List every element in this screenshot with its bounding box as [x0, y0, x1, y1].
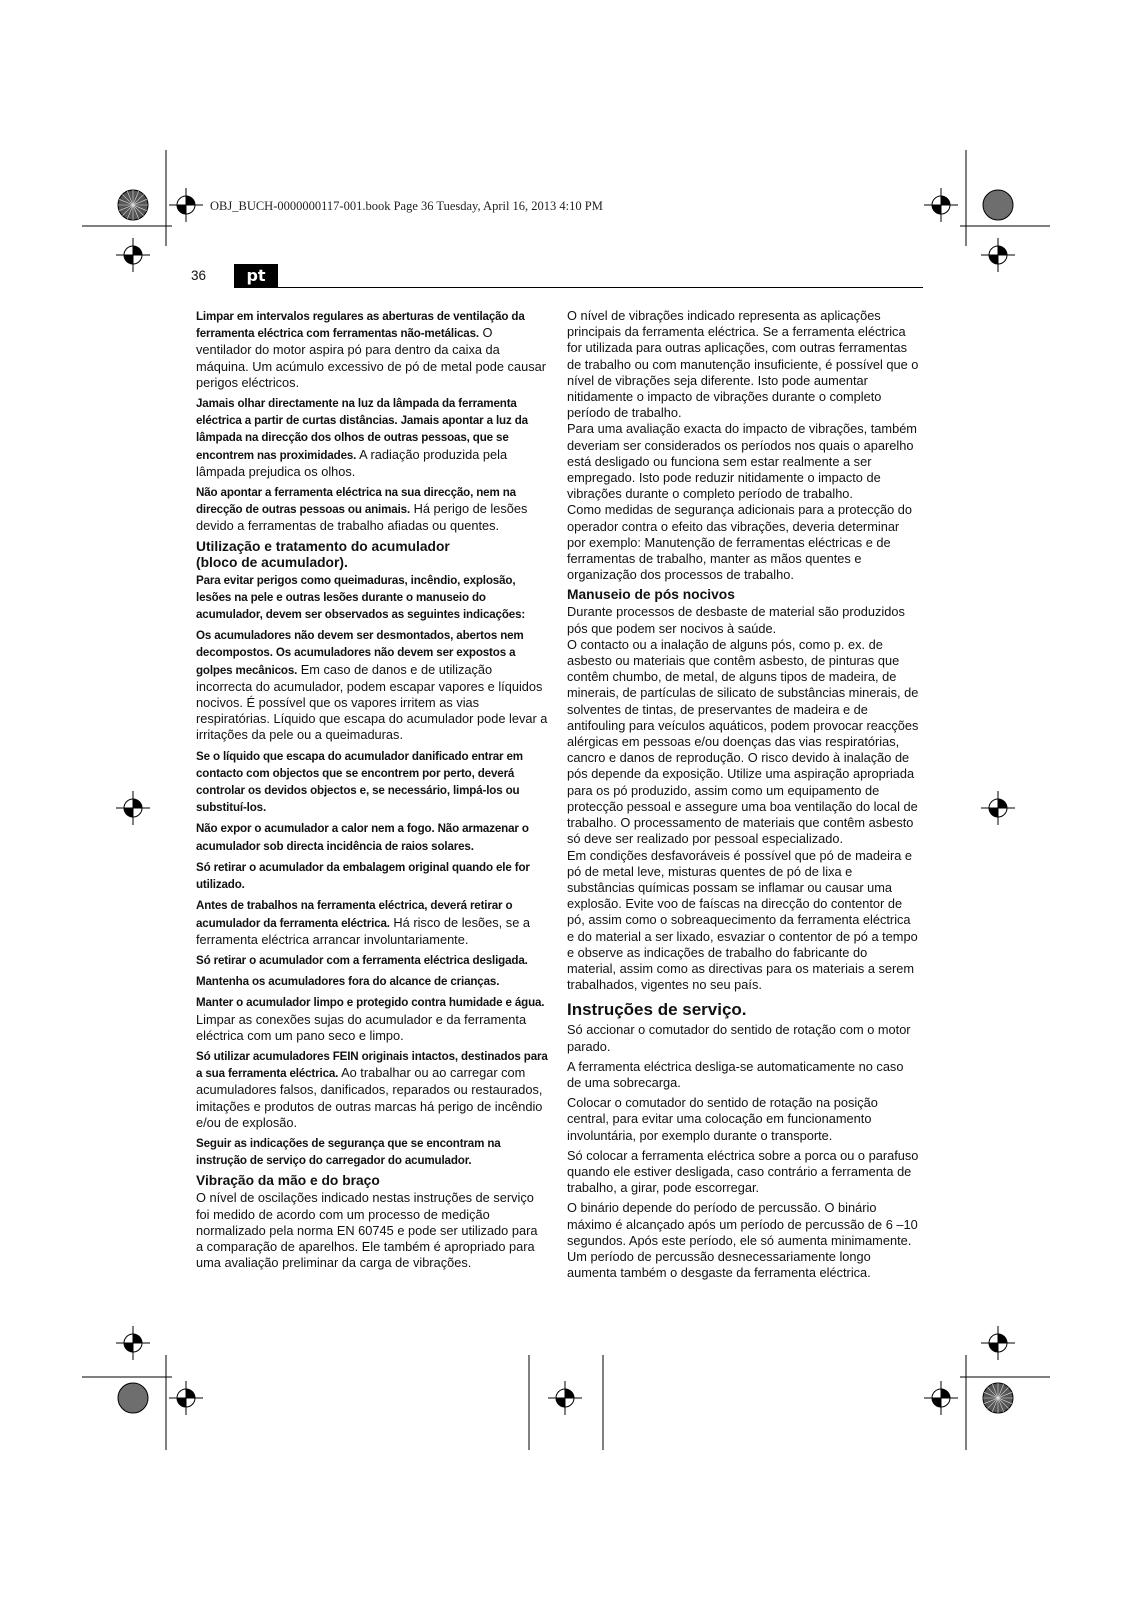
- paragraph: Para uma avaliação exacta do impacto de vibrações, também deveriam ser considerados os períodos nos quais o aparelho está desligado ou funciona sem estar realmente a ser empregado. Isto pode reduzir nitidamente o impacto de vibrações durante o completo período de trabalho.: [567, 421, 917, 502]
- paragraph: Antes de trabalhos na ferramenta eléctrica, deverá retirar o acumulador da ferramenta eléctrica. Há risco de lesões, se a ferramenta eléctrica arrancar involuntariamente.: [196, 899, 530, 947]
- paragraph: A ferramenta eléctrica desliga-se automaticamente no caso de uma sobrecarga.: [567, 1058, 904, 1090]
- paragraph: Mantenha os acumuladores fora do alcance de crianças.: [196, 975, 500, 989]
- paragraph: Se o líquido que escapa do acumulador danificado entrar em contacto com objectos que se encontrem por perto, deverá controlar os devidos objectos e, se necessário, limpá-los ou substituí-los.: [196, 749, 523, 815]
- header-rule: [278, 287, 923, 288]
- language-tab: pt: [234, 264, 278, 288]
- paragraph: Em condições desfavoráveis é possível que pó de madeira e pó de metal leve, misturas quentes de pó de lixa e substâncias químicas possam se inflamar ou causar uma explosão. Evite voo de faíscas na direcção do contentor de pó, assim como o sobreaquecimento da ferramenta eléctrica e do material a ser lixado, esvaziar o contentor de pó a tempo e observe as indicações de trabalho do fabricante do material, assim como as directivas para os materiais a serem trabalhados, vigentes no seu país.: [567, 847, 918, 993]
- paragraph: Os acumuladores não devem ser desmontados, abertos nem decompostos. Os acumuladores não devem ser expostos a golpes mecânicos. Em caso de danos e de utilização incorrecta do acumulador, podem escapar vapores e líquidos nocivos. É possível que os vapores irritem as vias respiratórias. Líquido que escapa do acumulador pode levar a irritações da pele ou a queimaduras.: [196, 629, 548, 743]
- paragraph: O binário depende do período de percussão. O binário máximo é alcançado após um período de percussão de 6 –10 segundos. Após este período, ele só aumenta minimamente. Um período de percussão desnecessariamente longo aumenta também o desgaste da ferramenta eléctrica.: [567, 1200, 918, 1281]
- left-column: [196, 308, 548, 1275]
- section-heading-vibration: Vibração da mão e do braço: [196, 1173, 380, 1189]
- paragraph: Durante processos de desbaste de material são produzidos pós que podem ser nocivos à saúde.: [567, 604, 905, 636]
- paragraph: Não apontar a ferramenta eléctrica na sua direcção, nem na direcção de outras pessoas ou animais. Há perigo de lesões devido a ferramentas de trabalho afiadas ou quentes.: [196, 486, 528, 534]
- paragraph: Seguir as indicações de segurança que se encontram na instrução de serviço do carregador do acumulador.: [196, 1136, 501, 1168]
- right-column: [567, 308, 919, 1285]
- paragraph: Só utilizar acumuladores FEIN originais intactos, destinados para a sua ferramenta eléctrica. Ao trabalhar ou ao carregar com acumuladores falsos, danificados, reparados ou restaurados, imitações e produtos de outras marcas há perigo de incêndio e/ou de explosão.: [196, 1049, 548, 1130]
- paragraph: Não expor o acumulador a calor nem a fogo. Não armazenar o acumulador sob directa incidência de raios solares.: [196, 822, 529, 853]
- paragraph: Só retirar o acumulador da embalagem original quando ele for utilizado.: [196, 860, 530, 892]
- paragraph: Limpar em intervalos regulares as aberturas de ventilação da ferramenta eléctrica com ferramentas não-metálicas. O ventilador do motor aspira pó para dentro da caixa da máquina. Um acúmulo excessivo de pó de metal pode causar perigos eléctricos.: [196, 310, 546, 390]
- paragraph: Para evitar perigos como queimaduras, incêndio, explosão, lesões na pele e outras lesões durante o manuseio do acumulador, devem ser observados as seguintes indicações:: [196, 573, 526, 622]
- paragraph: Só colocar a ferramenta eléctrica sobre a porca ou o parafuso quando ele estiver desligada, caso contrário a ferramenta de trabalho, a girar, pode escorregar.: [567, 1147, 919, 1196]
- paragraph: Colocar o comutador do sentido de rotação na posição central, para evitar uma colocação em funcionamento involuntária, por exemplo durante o transporte.: [567, 1095, 878, 1143]
- paragraph: Manter o acumulador limpo e protegido contra humidade e água. Limpar as conexões sujas do acumulador e da ferramenta eléctrica com um pano seco e limpo.: [196, 996, 545, 1043]
- paragraph: Só retirar o acumulador com a ferramenta eléctrica desligada.: [196, 953, 528, 967]
- section-heading-service: Instruções de serviço.: [567, 1000, 747, 1020]
- paragraph: Como medidas de segurança adicionais para a protecção do operador contra o efeito das vibrações, deveria determinar por exemplo: Manutenção de ferramentas eléctricas e de ferramentas de trabalho, manter as mãos quentes e organização dos processos de trabalho.: [567, 502, 913, 583]
- book-header-info: OBJ_BUCH-0000000117-001.book Page 36 Tuesday, April 16, 2013 4:10 PM: [210, 199, 603, 213]
- paragraph: O nível de oscilações indicado nestas instruções de serviço foi medido de acordo com um processo de medição normalizado pela norma EN 60745 e pode ser utilizado para a comparação de aparelhos. Ele também é apropriado para uma avaliação preliminar da carga de vibrações.: [196, 1190, 538, 1271]
- paragraph: O contacto ou a inalação de alguns pós, como p. ex. de asbesto ou materiais que contêm asbesto, de pinturas que contêm chumbo, de metal, de alguns tipos de madeira, de minerais, de partículas de silicato de substâncias minerais, de solventes de tintas, de preservantes de madeira e de antifouling para veículos aquáticos, podem provocar reacções alérgicas em pessoas e/ou doenças das vias respiratórias, cancro e danos de reprodução. O risco devido à inalação de pós depende da exposição. Utilize uma aspiração apropriada para os pó produzido, assim como um equipamento de protecção pessoal e assegure uma boa ventilação do local de trabalho. O processamento de materiais que contêm asbesto só deve ser realizado por pessoal especializado.: [567, 636, 919, 847]
- section-heading-dust: Manuseio de pós nocivos: [567, 587, 735, 603]
- section-heading-battery: Utilização e tratamento do acumulador (bloco de acumulador).: [196, 538, 450, 570]
- paragraph: Jamais olhar directamente na luz da lâmpada da ferramenta eléctrica a partir de curtas distâncias. Jamais apontar a luz da lâmpada na direcção dos olhos de outras pessoas, que se encontrem nas proximidades. A radiação produzida pela lâmpada prejudica os olhos.: [196, 397, 528, 479]
- paragraph: O nível de vibrações indicado representa as aplicações principais da ferramenta eléctrica. Se a ferramenta eléctrica for utilizada para outras aplicações, com outras ferramentas de trabalho ou com manutenção insuficiente, é possível que o nível de vibrações seja diferente. Isto pode aumentar nitidamente o impacto de vibrações durante o completo período de trabalho.: [567, 308, 919, 421]
- paragraph: Só accionar o comutador do sentido de rotação com o motor parado.: [567, 1022, 911, 1054]
- page-number: 36: [191, 268, 207, 283]
